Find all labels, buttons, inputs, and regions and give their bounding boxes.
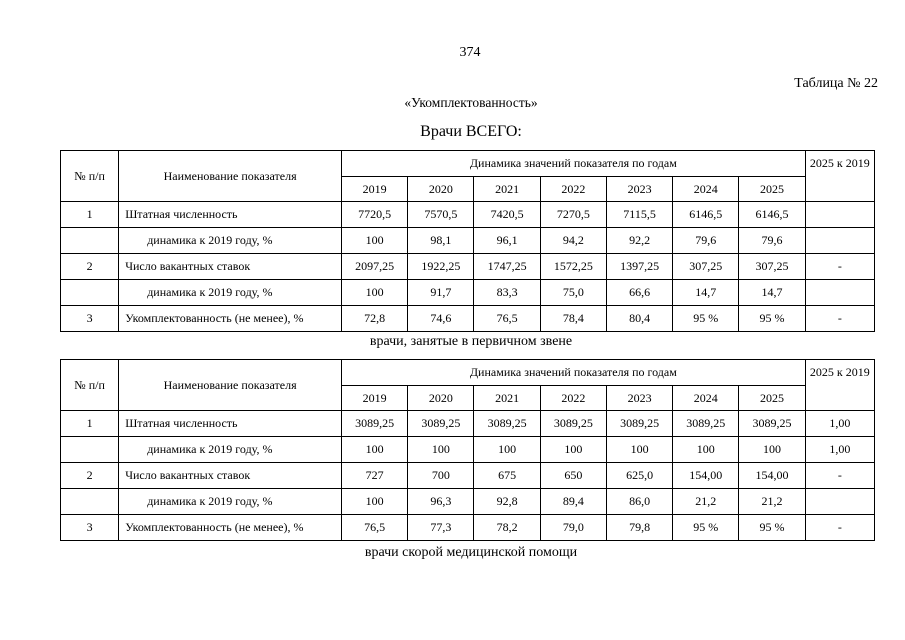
value-cell: 95 % [673,515,739,541]
staffing-table-primary-care [60,359,875,541]
header-year: 2025 [739,386,805,411]
value-cell: 3089,25 [739,411,805,437]
indicator-name: Укомплектованность (не менее), % [119,306,342,332]
table-header-row [61,360,875,386]
header-year: 2019 [342,177,408,202]
header-name: Наименование показателя [119,360,342,411]
value-cell: 86,0 [606,489,672,515]
value-cell: 1747,25 [474,254,540,280]
row-number: 1 [61,411,119,437]
value-cell: 100 [342,437,408,463]
value-cell: 21,2 [673,489,739,515]
value-cell: 7720,5 [342,202,408,228]
table-row [61,463,875,489]
value-cell: 727 [342,463,408,489]
value-cell: 78,4 [540,306,606,332]
header-year: 2022 [540,386,606,411]
indicator-name: Число вакантных ставок [119,254,342,280]
value-cell: 14,7 [739,280,805,306]
table-row [61,228,875,254]
row-number [61,280,119,306]
value-cell: 76,5 [342,515,408,541]
value-cell: 100 [342,280,408,306]
value-cell: 3089,25 [673,411,739,437]
header-year: 2024 [673,386,739,411]
header-year: 2021 [474,177,540,202]
value-cell: 1572,25 [540,254,606,280]
row-number [61,489,119,515]
indicator-name: Штатная численность [119,411,342,437]
table-row [61,489,875,515]
table-row [61,254,875,280]
value-cell: 100 [739,437,805,463]
value-cell: 7270,5 [540,202,606,228]
value-cell: 3089,25 [408,411,474,437]
value-cell: 2097,25 [342,254,408,280]
ratio-2025-2019: - [805,515,874,541]
header-year: 2023 [606,386,672,411]
table-reference: Таблица № 22 [794,76,878,91]
header-year: 2019 [342,386,408,411]
table-row [61,437,875,463]
value-cell: 100 [342,489,408,515]
header-year: 2020 [408,177,474,202]
value-cell: 307,25 [673,254,739,280]
value-cell: 72,8 [342,306,408,332]
header-dynamics: Динамика значений показателя по годам [342,360,806,386]
value-cell: 100 [408,437,474,463]
row-number [61,228,119,254]
value-cell: 7570,5 [408,202,474,228]
value-cell: 74,6 [408,306,474,332]
value-cell: 650 [540,463,606,489]
value-cell: 76,5 [474,306,540,332]
value-cell: 79,6 [673,228,739,254]
value-cell: 77,3 [408,515,474,541]
indicator-name: Штатная численность [119,202,342,228]
header-num: № п/п [61,360,119,411]
staffing-table-doctors-total [60,150,875,332]
ratio-2025-2019 [805,228,874,254]
header-name: Наименование показателя [119,151,342,202]
header-year: 2023 [606,177,672,202]
value-cell: 79,8 [606,515,672,541]
indicator-name: динамика к 2019 году, % [119,437,342,463]
value-cell: 7420,5 [474,202,540,228]
value-cell: 1922,25 [408,254,474,280]
value-cell: 21,2 [739,489,805,515]
value-cell: 94,2 [540,228,606,254]
row-number: 1 [61,202,119,228]
table-row [61,202,875,228]
ratio-2025-2019 [805,489,874,515]
value-cell: 95 % [739,515,805,541]
value-cell: 89,4 [540,489,606,515]
indicator-name: Укомплектованность (не менее), % [119,515,342,541]
value-cell: 78,2 [474,515,540,541]
ratio-2025-2019 [805,202,874,228]
value-cell: 307,25 [739,254,805,280]
indicator-name: динамика к 2019 году, % [119,228,342,254]
value-cell: 675 [474,463,540,489]
value-cell: 96,1 [474,228,540,254]
header-year: 2024 [673,177,739,202]
table-row [61,280,875,306]
value-cell: 96,3 [408,489,474,515]
value-cell: 92,2 [606,228,672,254]
header-num: № п/п [61,151,119,202]
value-cell: 66,6 [606,280,672,306]
value-cell: 98,1 [408,228,474,254]
value-cell: 3089,25 [606,411,672,437]
value-cell: 100 [540,437,606,463]
value-cell: 91,7 [408,280,474,306]
value-cell: 83,3 [474,280,540,306]
ratio-2025-2019: - [805,463,874,489]
value-cell: 625,0 [606,463,672,489]
table-header-row [61,151,875,177]
section-title-doctors-total: Врачи ВСЕГО: [420,123,522,140]
document-title: «Укомплектованность» [404,95,538,110]
row-number: 3 [61,306,119,332]
value-cell: 3089,25 [540,411,606,437]
table-row [61,515,875,541]
value-cell: 100 [474,437,540,463]
value-cell: 700 [408,463,474,489]
value-cell: 7115,5 [606,202,672,228]
value-cell: 100 [673,437,739,463]
ratio-2025-2019: 1,00 [805,437,874,463]
header-year: 2022 [540,177,606,202]
header-end: 2025 к 2019 [805,360,874,411]
row-number: 2 [61,463,119,489]
value-cell: 14,7 [673,280,739,306]
header-year: 2025 [739,177,805,202]
value-cell: 154,00 [673,463,739,489]
section-title-primary-care: врачи, занятые в первичном звене [369,334,573,349]
indicator-name: динамика к 2019 году, % [119,489,342,515]
value-cell: 79,6 [739,228,805,254]
ratio-2025-2019: - [805,254,874,280]
value-cell: 6146,5 [739,202,805,228]
header-dynamics: Динамика значений показателя по годам [342,151,806,177]
header-year: 2021 [474,386,540,411]
indicator-name: динамика к 2019 году, % [119,280,342,306]
row-number: 3 [61,515,119,541]
value-cell: 95 % [739,306,805,332]
table-row [61,411,875,437]
ratio-2025-2019: 1,00 [805,411,874,437]
indicator-name: Число вакантных ставок [119,463,342,489]
value-cell: 3089,25 [342,411,408,437]
ratio-2025-2019 [805,280,874,306]
page-number: 374 [459,45,481,60]
value-cell: 3089,25 [474,411,540,437]
value-cell: 100 [342,228,408,254]
value-cell: 95 % [673,306,739,332]
value-cell: 6146,5 [673,202,739,228]
header-end: 2025 к 2019 [805,151,874,202]
value-cell: 75,0 [540,280,606,306]
value-cell: 100 [606,437,672,463]
row-number: 2 [61,254,119,280]
value-cell: 92,8 [474,489,540,515]
ratio-2025-2019: - [805,306,874,332]
value-cell: 154,00 [739,463,805,489]
value-cell: 79,0 [540,515,606,541]
value-cell: 80,4 [606,306,672,332]
row-number [61,437,119,463]
value-cell: 1397,25 [606,254,672,280]
header-year: 2020 [408,386,474,411]
section-title-ambulance: врачи скорой медицинской помощи [364,545,578,560]
table-row [61,306,875,332]
